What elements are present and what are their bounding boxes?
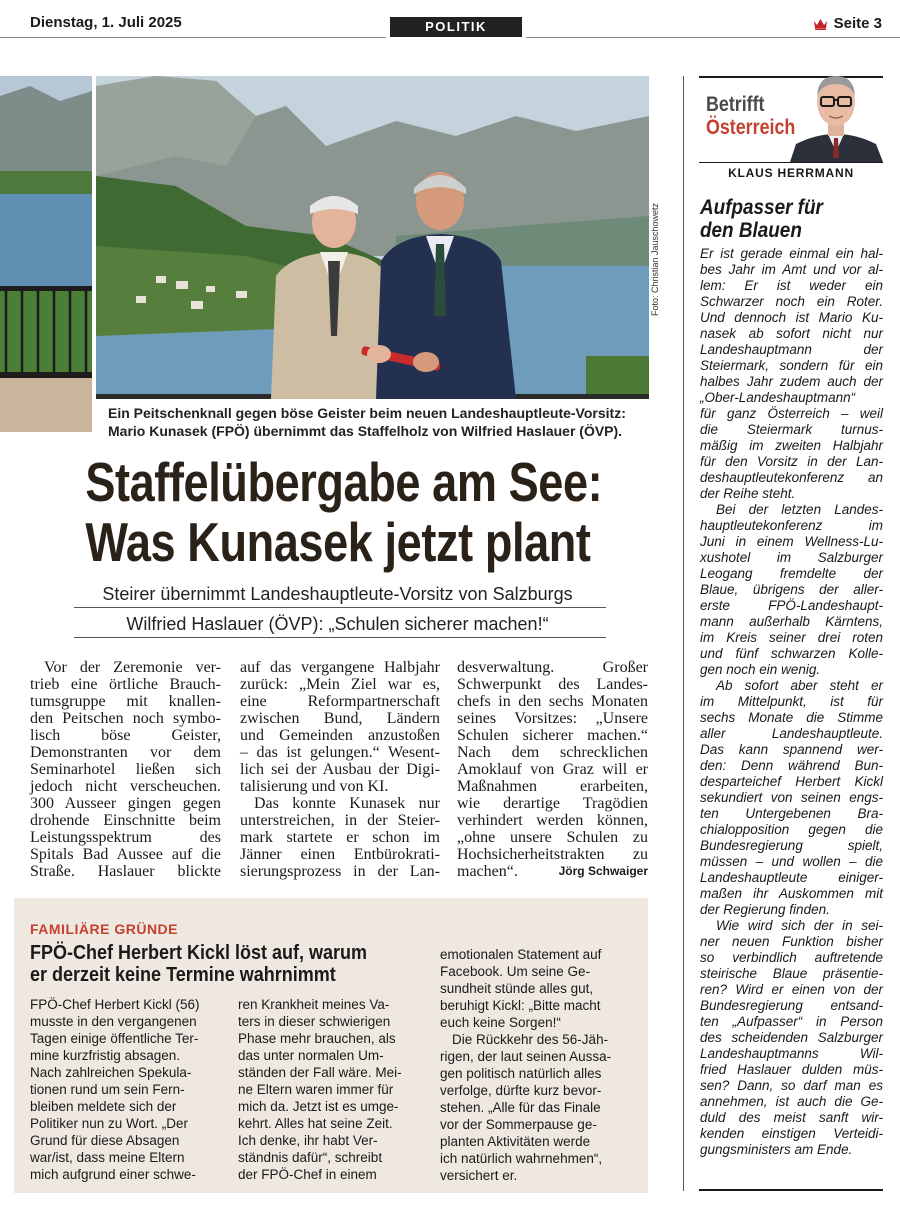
text-line: annehmen, ist auch die Ge- <box>700 1094 883 1109</box>
text-line: ständen der Fall wäre. Mei- <box>238 1065 402 1080</box>
text-line: Schwerpunkt des Landes- <box>457 676 648 693</box>
opinion-author: KLAUS HERRMANN <box>728 166 854 180</box>
text-line: Wie wird sich der in sei- <box>716 918 883 933</box>
ceremony-photo <box>96 76 649 399</box>
box-headline <box>30 942 367 986</box>
text-line: und Gemeinden anzustoßen <box>240 727 440 744</box>
article-author: Jörg Schwaiger <box>558 864 648 878</box>
box-column-2 <box>238 996 433 1183</box>
text-line: den Peitschen noch symbo- <box>30 710 221 727</box>
text-line: chialopposition gegen die <box>700 822 883 837</box>
text-line: stehen. „Alle für das Finale <box>440 1100 601 1115</box>
text-line: Tagen einige öffentliche Ter- <box>30 1031 199 1046</box>
text-line: eine Reformpartnerschaft <box>240 693 440 710</box>
text-line: für den Vorsitz in der Lan- <box>700 454 883 469</box>
section-label: POLITIK <box>390 17 522 37</box>
text-line: mark startete er schon im <box>240 829 440 846</box>
text-line: drohende Einschnitte beim <box>30 812 221 829</box>
opinion-headline-line: den Blauen <box>700 219 802 242</box>
text-line: so verbindlich auftretende <box>700 950 883 965</box>
text-line: mich aufgrund einer schwe- <box>30 1167 196 1182</box>
headline <box>85 451 603 573</box>
text-line: Landeshauptmann der <box>700 342 883 357</box>
text-line: Nach zahlreichen Spekula- <box>30 1065 192 1080</box>
text-line: versichert er. <box>440 1168 518 1183</box>
text-line: Juni in einem Wellness-Lu- <box>700 534 883 549</box>
text-line: im Kreis seiner drei roten <box>700 630 883 645</box>
article-column-3 <box>457 659 648 880</box>
text-line: beruhigt Kickl: „Bitte macht <box>440 998 601 1013</box>
text-line: machen“. <box>457 863 518 880</box>
subhead-rule <box>74 607 606 608</box>
text-line: planten Aktivitäten werde <box>440 1134 591 1149</box>
text-line: lem: Er ist weder ein <box>700 278 883 293</box>
text-line: Das konnte Kunasek nur <box>254 795 440 812</box>
text-line: Spitals Bad Aussee auf die <box>30 846 221 863</box>
subhead-line-1: Steirer übernimmt Landeshauptleute-Vorsitz von Salzburgs <box>102 584 573 604</box>
text-line: Er ist gerade einmal ein hal- <box>700 246 883 261</box>
text-line: – das ist gelungen.“ Wesent- <box>240 744 440 761</box>
text-line: Schwarzer noch ein Roter. <box>700 294 883 309</box>
text-line: ich natürlich wahrnehmen“, <box>440 1151 603 1166</box>
text-line: nasek ab sofort nicht nur <box>700 326 883 341</box>
caption-line: Ein Peitschenknall gegen böse Geister beim neuen Landeshauptleute-Vorsitz: <box>108 405 626 421</box>
text-line: FPÖ-Chef Herbert Kickl (56) <box>30 997 200 1012</box>
text-line: Hochsicherheitstrakten zu <box>457 846 648 863</box>
text-line: der Reihe steht. <box>700 486 796 501</box>
text-line: Landeshauptleute einiger- <box>700 870 883 885</box>
box-headline-line: FPÖ-Chef Herbert Kickl löst auf, warum <box>30 942 368 964</box>
text-line: Bundesregierung spielt, <box>700 838 883 853</box>
page-number-text: Seite 3 <box>833 15 882 32</box>
text-line: desverwaltung. Großer <box>457 659 648 676</box>
text-line: Politiker nun zu Wort. „Der <box>30 1116 189 1131</box>
text-line: deshauptleutekonferenz an <box>700 470 883 485</box>
text-line: halbes Jahr zudem auch der <box>700 374 883 389</box>
text-line: zurück: „Mein Ziel war es, <box>240 676 440 693</box>
text-line: tumsgruppe mit knallen- <box>30 693 221 710</box>
text-line: ner neuen Funktion bisher <box>700 934 883 949</box>
logo-line-2: Österreich <box>706 116 796 139</box>
text-line: ne Eltern waren immer für <box>238 1082 394 1097</box>
text-line: Schulen sicherer machen.“ <box>457 727 648 744</box>
text-line: xushotel im Salzburger <box>700 550 883 565</box>
text-line: im Mittelpunkt, ist für <box>700 694 883 709</box>
text-line: Amoklauf von Graz will er <box>457 761 648 778</box>
text-line: ten Untergebenen Bra- <box>700 806 883 821</box>
text-line: Steiermark, sondern für ein <box>700 358 883 373</box>
article-column-1 <box>30 659 221 880</box>
text-line: „Ober-Landeshauptmann“ <box>700 390 856 405</box>
text-line: Ich denke, ihr habt Ver- <box>238 1133 378 1148</box>
text-line: desparteichef Herbert Kickl <box>700 774 883 789</box>
issue-date: Dienstag, 1. Juli 2025 <box>30 14 182 31</box>
text-line: den: Denn während Bun- <box>700 758 883 773</box>
text-line: vor der Sommerpause ge- <box>440 1117 597 1132</box>
crown-icon <box>813 18 828 30</box>
text-line: ren Krankheit meines Va- <box>238 997 390 1012</box>
text-line: das unter normalen Um- <box>238 1048 384 1063</box>
text-line: lisch böse Geister, <box>30 727 221 744</box>
text-line: Und dennoch ist Mario Ku- <box>700 310 883 325</box>
text-line: Phase mehr brauchen, als <box>238 1031 396 1046</box>
text-line: Maßnahmen erarbeiten, <box>457 778 648 795</box>
text-line: Jänner einen Entbürokrati- <box>240 846 440 863</box>
headline-line: Was Kunasek jetzt plant <box>85 511 591 573</box>
header-rule-left <box>0 37 386 38</box>
text-line: mine kurzfristig absagen. <box>30 1048 181 1063</box>
text-line: mich da. Jetzt ist es umge- <box>238 1099 399 1114</box>
text-line: die Steiermark turnus- <box>700 422 883 437</box>
opinion-mid-rule <box>699 162 883 163</box>
text-line: zwischen Bund, Ländern <box>240 710 440 727</box>
text-line: gen noch ein wenig. <box>700 662 821 677</box>
text-line-final <box>457 863 648 880</box>
text-line: und fünf schwarzen Kolle- <box>700 646 883 661</box>
subhead-rule <box>74 637 606 638</box>
text-line: gen politisch natürlich alles <box>440 1066 602 1081</box>
text-line: kenden einstigen Verteidi- <box>700 1126 883 1141</box>
text-line: bes Jahr im Amt und vor al- <box>700 262 883 277</box>
text-line: mann außerhalb Kärntens, <box>700 614 883 629</box>
photo-caption <box>108 404 653 440</box>
text-line: Bei der letzten Landes- <box>716 502 883 517</box>
text-line: mäßig im zweiten Halbjahr <box>700 438 883 453</box>
text-line: war/ist, dass meine Eltern <box>30 1150 185 1165</box>
text-line: wie derartige Tragödien <box>457 795 648 812</box>
text-line: Demonstranten vor dem <box>30 744 221 761</box>
text-line: lich sei der Ausbau der Digi- <box>240 761 440 778</box>
text-line: gungsministers am Ende. <box>700 1142 853 1157</box>
page-number <box>813 15 882 32</box>
text-line: ters in dieser schwierigen <box>238 1014 391 1029</box>
text-line: der FPÖ-Chef in einem <box>238 1167 377 1182</box>
text-line: emotionalen Statement auf <box>440 947 602 962</box>
text-line: müssen – und wollen – die <box>700 854 883 869</box>
column-divider <box>683 76 684 1191</box>
text-line: talisierung und von KI. <box>240 778 389 795</box>
photo-credit: Foto: Christian Jauschowetz <box>650 202 660 316</box>
text-line: unterstreichen, in der Steier- <box>240 812 440 829</box>
opinion-text <box>700 246 883 1158</box>
text-line: bleiben meldete sich der <box>30 1099 177 1114</box>
text-line: sierungsprozess in der Lan- <box>240 863 440 880</box>
text-line: sundheit stünde alles gut, <box>440 981 594 996</box>
text-line: für ganz Österreich – weil <box>700 406 883 421</box>
text-line: duld des meist sanft wir- <box>700 1110 883 1125</box>
caption-line: Mario Kunasek (FPÖ) übernimmt das Staffelholz von Wilfried Haslauer (ÖVP). <box>108 423 623 439</box>
text-line: kehrt. Alles hat seine Zeit. <box>238 1116 393 1131</box>
subhead-line-2: Wilfried Haslauer (ÖVP): „Schulen sicherer machen!“ <box>126 614 549 634</box>
author-portrait <box>790 66 883 162</box>
text-line: Blaue, übrigens der aller- <box>700 582 883 597</box>
text-line: Bundesregierung entsand- <box>700 998 883 1013</box>
text-line: verhindert werden können, <box>457 812 648 829</box>
lake-photo-left <box>0 76 92 432</box>
text-line: Leogang fremdelte der <box>700 566 883 581</box>
text-line: auf das vergangene Halbjahr <box>240 659 440 676</box>
text-line: der Regierung finden. <box>700 902 830 917</box>
text-line: steirische Blaue präsentie- <box>700 966 883 981</box>
text-line: seines Vorsitzes: „Unsere <box>457 710 648 727</box>
text-line: Ab sofort aber steht er <box>716 678 883 693</box>
text-line: Straße. Haslauer blickte <box>30 863 221 880</box>
text-line: aller Landeshauptleute. <box>700 726 883 741</box>
header-rule-right <box>526 37 900 38</box>
box-column-1 <box>30 996 230 1183</box>
text-line: tionen rund um sein Fern- <box>30 1082 185 1097</box>
text-line: Vor der Zeremonie ver- <box>44 659 221 676</box>
text-line: 300 Ausseer gingen gegen <box>30 795 221 812</box>
text-line: Seminarhotel ließen sich <box>30 761 221 778</box>
box-headline-line: er derzeit keine Termine wahrnimmt <box>30 964 336 986</box>
box-column-3 <box>440 946 640 1184</box>
opinion-headline <box>700 196 823 242</box>
text-line: musste in den vergangenen <box>30 1014 197 1029</box>
opinion-bottom-rule <box>699 1189 883 1191</box>
text-line: des scheidenden Salzburger <box>700 1030 883 1045</box>
text-line: rigen, der laut seinen Aussa- <box>440 1049 612 1064</box>
text-line: ständnis dafür“, schreibt <box>238 1150 383 1165</box>
text-line: Facebook. Um seine Ge- <box>440 964 591 979</box>
text-line: erste FPÖ-Landeshaupt- <box>700 598 883 613</box>
text-line: ten „Aufpasser“ in Person <box>700 1014 883 1029</box>
text-line: sekundiert von seinen engs- <box>700 790 883 805</box>
text-line: Grund für diese Absagen <box>30 1133 180 1148</box>
article-column-2 <box>240 659 440 880</box>
text-line: hauptleutekonferenz im <box>700 518 883 533</box>
text-line: Das kann spannend wer- <box>700 742 883 757</box>
text-line: „ohne unsere Schulen zu <box>457 829 648 846</box>
text-line: verfolge, dürfte kurz bevor- <box>440 1083 602 1098</box>
text-line: Landeshauptmanns Wil- <box>700 1046 883 1061</box>
opinion-column-logo <box>706 93 795 139</box>
text-line: sechs Monate die Stimme <box>700 710 883 725</box>
text-line: chefs in den sechs Monaten <box>457 693 648 710</box>
logo-line-1: Betrifft <box>706 93 765 116</box>
opinion-headline-line: Aufpasser für <box>700 196 823 219</box>
box-kicker: FAMILIÄRE GRÜNDE <box>30 921 178 937</box>
text-line: sen? Dann, so darf man es <box>700 1078 883 1093</box>
text-line: jedoch nicht verscheuchen. <box>30 778 221 795</box>
text-line: maßen ihr Auskommen mit <box>700 886 883 901</box>
text-line: Nach dem schrecklichen <box>457 744 648 761</box>
text-line: Die Rückkehr des 56-Jäh- <box>452 1032 609 1047</box>
headline-line: Staffelübergabe am See: <box>85 451 603 513</box>
text-line: trieb eine örtliche Brauch- <box>30 676 221 693</box>
text-line: euch keine Sorgen!“ <box>440 1015 561 1030</box>
text-line: ren? Wird er einen von der <box>700 982 883 997</box>
text-line: fried Haslauer dulden müs- <box>700 1062 883 1077</box>
text-line: Leistungsspektrum des <box>30 829 221 846</box>
